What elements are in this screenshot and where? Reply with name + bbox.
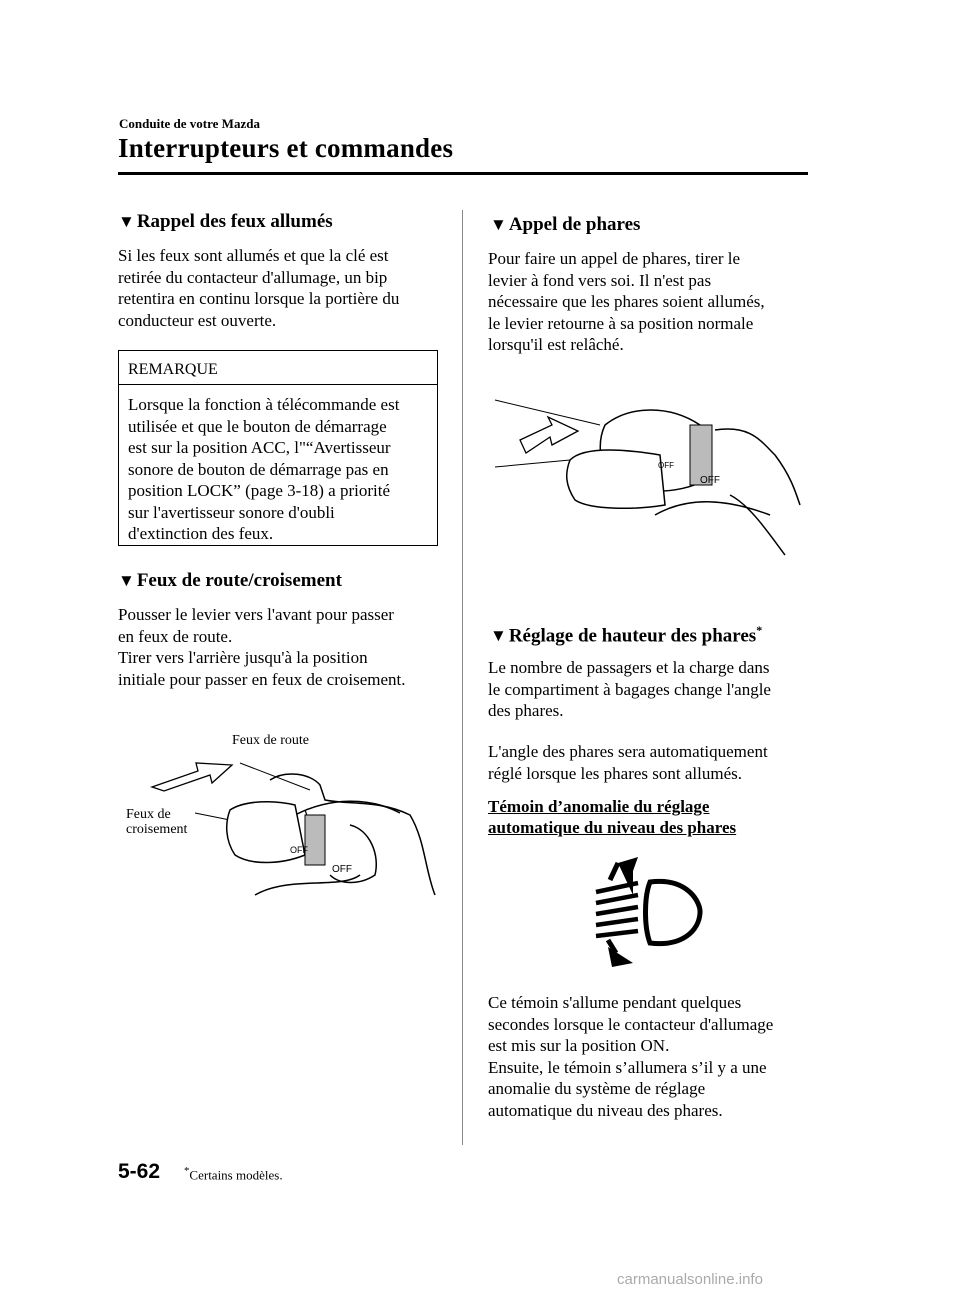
triangle-bullet-icon: ▼: [490, 626, 507, 646]
off-text-3: OFF: [658, 461, 674, 470]
label-high-beam: Feux de route: [232, 733, 309, 748]
section-title-reminder: ▼ Rappel des feux allumés: [118, 211, 333, 232]
column-divider: [462, 210, 463, 1145]
leveling-paragraph-3: Ce témoin s'allume pendant quelques secondes lorsque le contacteur d'allumage est mis sur la position ON. Ensuite, le témoin s’allumera s’il y a une anomalie du système de réglage automatique du niveau des phares.: [488, 993, 774, 1120]
high-low-paragraph: Pousser le levier vers l'avant pour passer en feux de route. Tirer vers l'arrière jusqu'à la position initiale pour passer en feux de croisement.: [118, 605, 406, 689]
triangle-bullet-icon: ▼: [490, 215, 507, 234]
flash-paragraph: Pour faire un appel de phares, tirer le levier à fond vers soi. Il n'est pas nécessaire que les phares soient allumés, le levier retourne à sa position normale lorsqu'il est relâché.: [488, 249, 765, 354]
section-label: Conduite de votre Mazda: [119, 116, 260, 131]
leveling-paragraph-2: L'angle des phares sera automatiquement réglé lorsque les phares sont allumés.: [488, 742, 768, 783]
section-title-flash: ▼ Appel de phares: [490, 214, 641, 235]
reminder-paragraph: Si les feux sont allumés et que la clé est retirée du contacteur d'allumage, un bip retentira en continu lorsque la portière du conducteur est ouverte.: [118, 246, 400, 330]
footnote: *Certains modèles.: [184, 1165, 283, 1183]
off-text-1: OFF: [290, 845, 308, 855]
note-box: [118, 350, 438, 546]
off-text-4: OFF: [700, 475, 720, 486]
section-title-leveling: ▼ Réglage de hauteur des phares*: [490, 623, 763, 647]
chapter-title: Interrupteurs et commandes: [118, 133, 454, 163]
triangle-bullet-icon: ▼: [118, 212, 135, 231]
section-title-high-low: ▼ Feux de route/croisement: [118, 570, 342, 591]
arrow-icon: [520, 417, 578, 453]
headlight-leveling-warning-icon: [588, 855, 708, 970]
double-arrow-icon: [152, 763, 232, 791]
header-rule: [118, 172, 808, 175]
note-heading: REMARQUE: [119, 351, 437, 385]
watermark: carmanualsonline.info: [617, 1271, 763, 1288]
warning-light-subheading: Témoin d’anomalie du réglage automatique du niveau des phares: [488, 797, 737, 837]
headlight-lever-figure: [120, 745, 450, 915]
triangle-bullet-icon: ▼: [118, 571, 135, 590]
flash-lever-figure: [490, 395, 810, 565]
leveling-paragraph-1: Le nombre de passagers et la charge dans le compartiment à bagages change l'angle des phares.: [488, 658, 771, 720]
note-text: Lorsque la fonction à télécommande est utilisée et que le bouton de démarrage est sur la position ACC, l"“Avertisseur sonore de bouton de démarrage pas en position LOCK” (page 3-18) a priorité sur l'avertisseur sonore d'oubli d'extinction des feux.: [128, 395, 400, 543]
page-number: 5-62: [118, 1160, 161, 1183]
asterisk-marker: *: [756, 623, 763, 637]
off-text-2: OFF: [332, 864, 352, 875]
label-low-beam: Feux de croisement: [126, 807, 188, 837]
